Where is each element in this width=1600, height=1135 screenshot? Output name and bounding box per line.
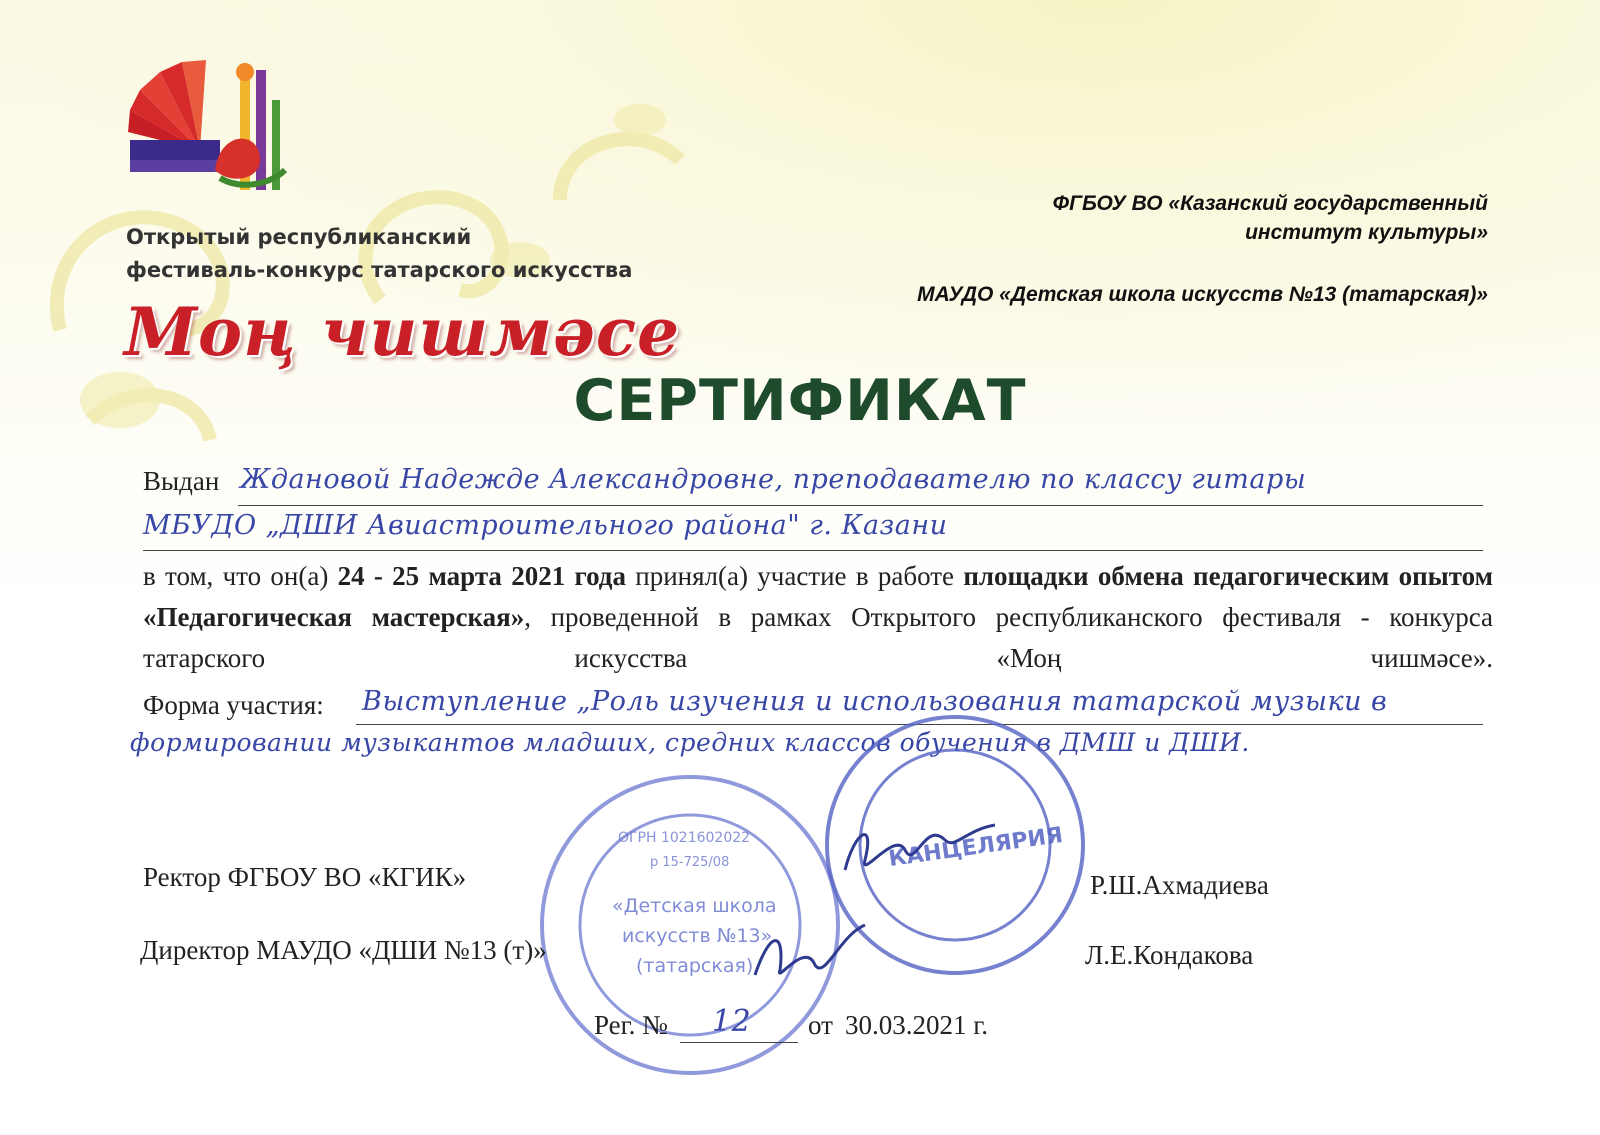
body-text-mid: принял(а) участие в работе: [635, 561, 955, 591]
festival-line-1: Открытый республиканский: [126, 225, 472, 249]
body-text-rest: , проведенной в рамках Открытого республиканского фестиваля - конкурса татарского искусства «Моң чишмәсе».: [143, 602, 1493, 673]
rector-signature-icon: [835, 810, 1005, 890]
registration-from: от: [808, 1010, 833, 1040]
issued-label: Выдан: [143, 466, 220, 496]
underline: [238, 505, 1483, 506]
certificate-body: [143, 556, 1493, 679]
underline: [143, 550, 1483, 551]
rector-name: Р.Ш.Ахмадиева: [1090, 870, 1269, 900]
stamp-center-text: КАНЦЕЛЯРИЯ: [887, 822, 1065, 873]
participation-handwritten-line-1: Выступление „Роль изучения и использования татарской музыки в: [362, 686, 1388, 717]
recipient-handwritten-line-2: МБУДО „ДШИ Авиастроительного района" г. Казани: [143, 510, 948, 541]
festival-line-2: фестиваль-конкурс татарского искусства: [126, 258, 633, 282]
recipient-handwritten-line-1: Ждановой Надежде Александровне, преподавателю по классу гитары: [240, 464, 1307, 495]
participation-label: Форма участия:: [143, 690, 324, 720]
organizer-line-3: МАУДО «Детская школа искусств №13 (татарская)»: [917, 283, 1488, 306]
rector-title: Ректор ФГБОУ ВО «КГИК»: [143, 862, 467, 892]
stamp-text-2: искусств №13»: [622, 925, 773, 947]
organizer-line-2: институт культуры»: [1245, 221, 1488, 244]
festival-logo-icon: [120, 50, 300, 200]
certificate-title: СЕРТИФИКАТ: [573, 368, 1027, 434]
event-name: площадки обмена педагогическим опытом «Педагогическая мастерская»: [143, 561, 1494, 632]
registration-date: 30.03.2021 г.: [845, 1010, 989, 1040]
body-text-start: в том, что он(а): [143, 561, 329, 591]
director-title: Директор МАУДО «ДШИ №13 (т)»: [140, 935, 547, 965]
registration-label: Рег. №: [594, 1010, 668, 1040]
underline: [680, 1042, 798, 1043]
registration-number: 12: [712, 1004, 752, 1039]
director-signature-icon: [745, 920, 875, 990]
event-dates: 24 - 25 марта 2021 года: [337, 561, 626, 591]
organizer-line-1: ФГБОУ ВО «Казанский государственный: [1052, 192, 1488, 215]
stamp-text-1: «Детская школа: [612, 895, 777, 917]
stamp-ogrn: ОГРН 1021602022: [618, 830, 751, 846]
stamp-text-3: (татарская): [636, 955, 754, 977]
director-name: Л.Е.Кондакова: [1085, 940, 1254, 970]
participation-handwritten-line-2: формировании музыкантов младших, средних классов обучения в ДМШ и ДШИ.: [130, 728, 1250, 757]
festival-name: Моң чишмәсе: [124, 293, 681, 371]
stamp-reg: р 15-725/08: [650, 855, 730, 870]
